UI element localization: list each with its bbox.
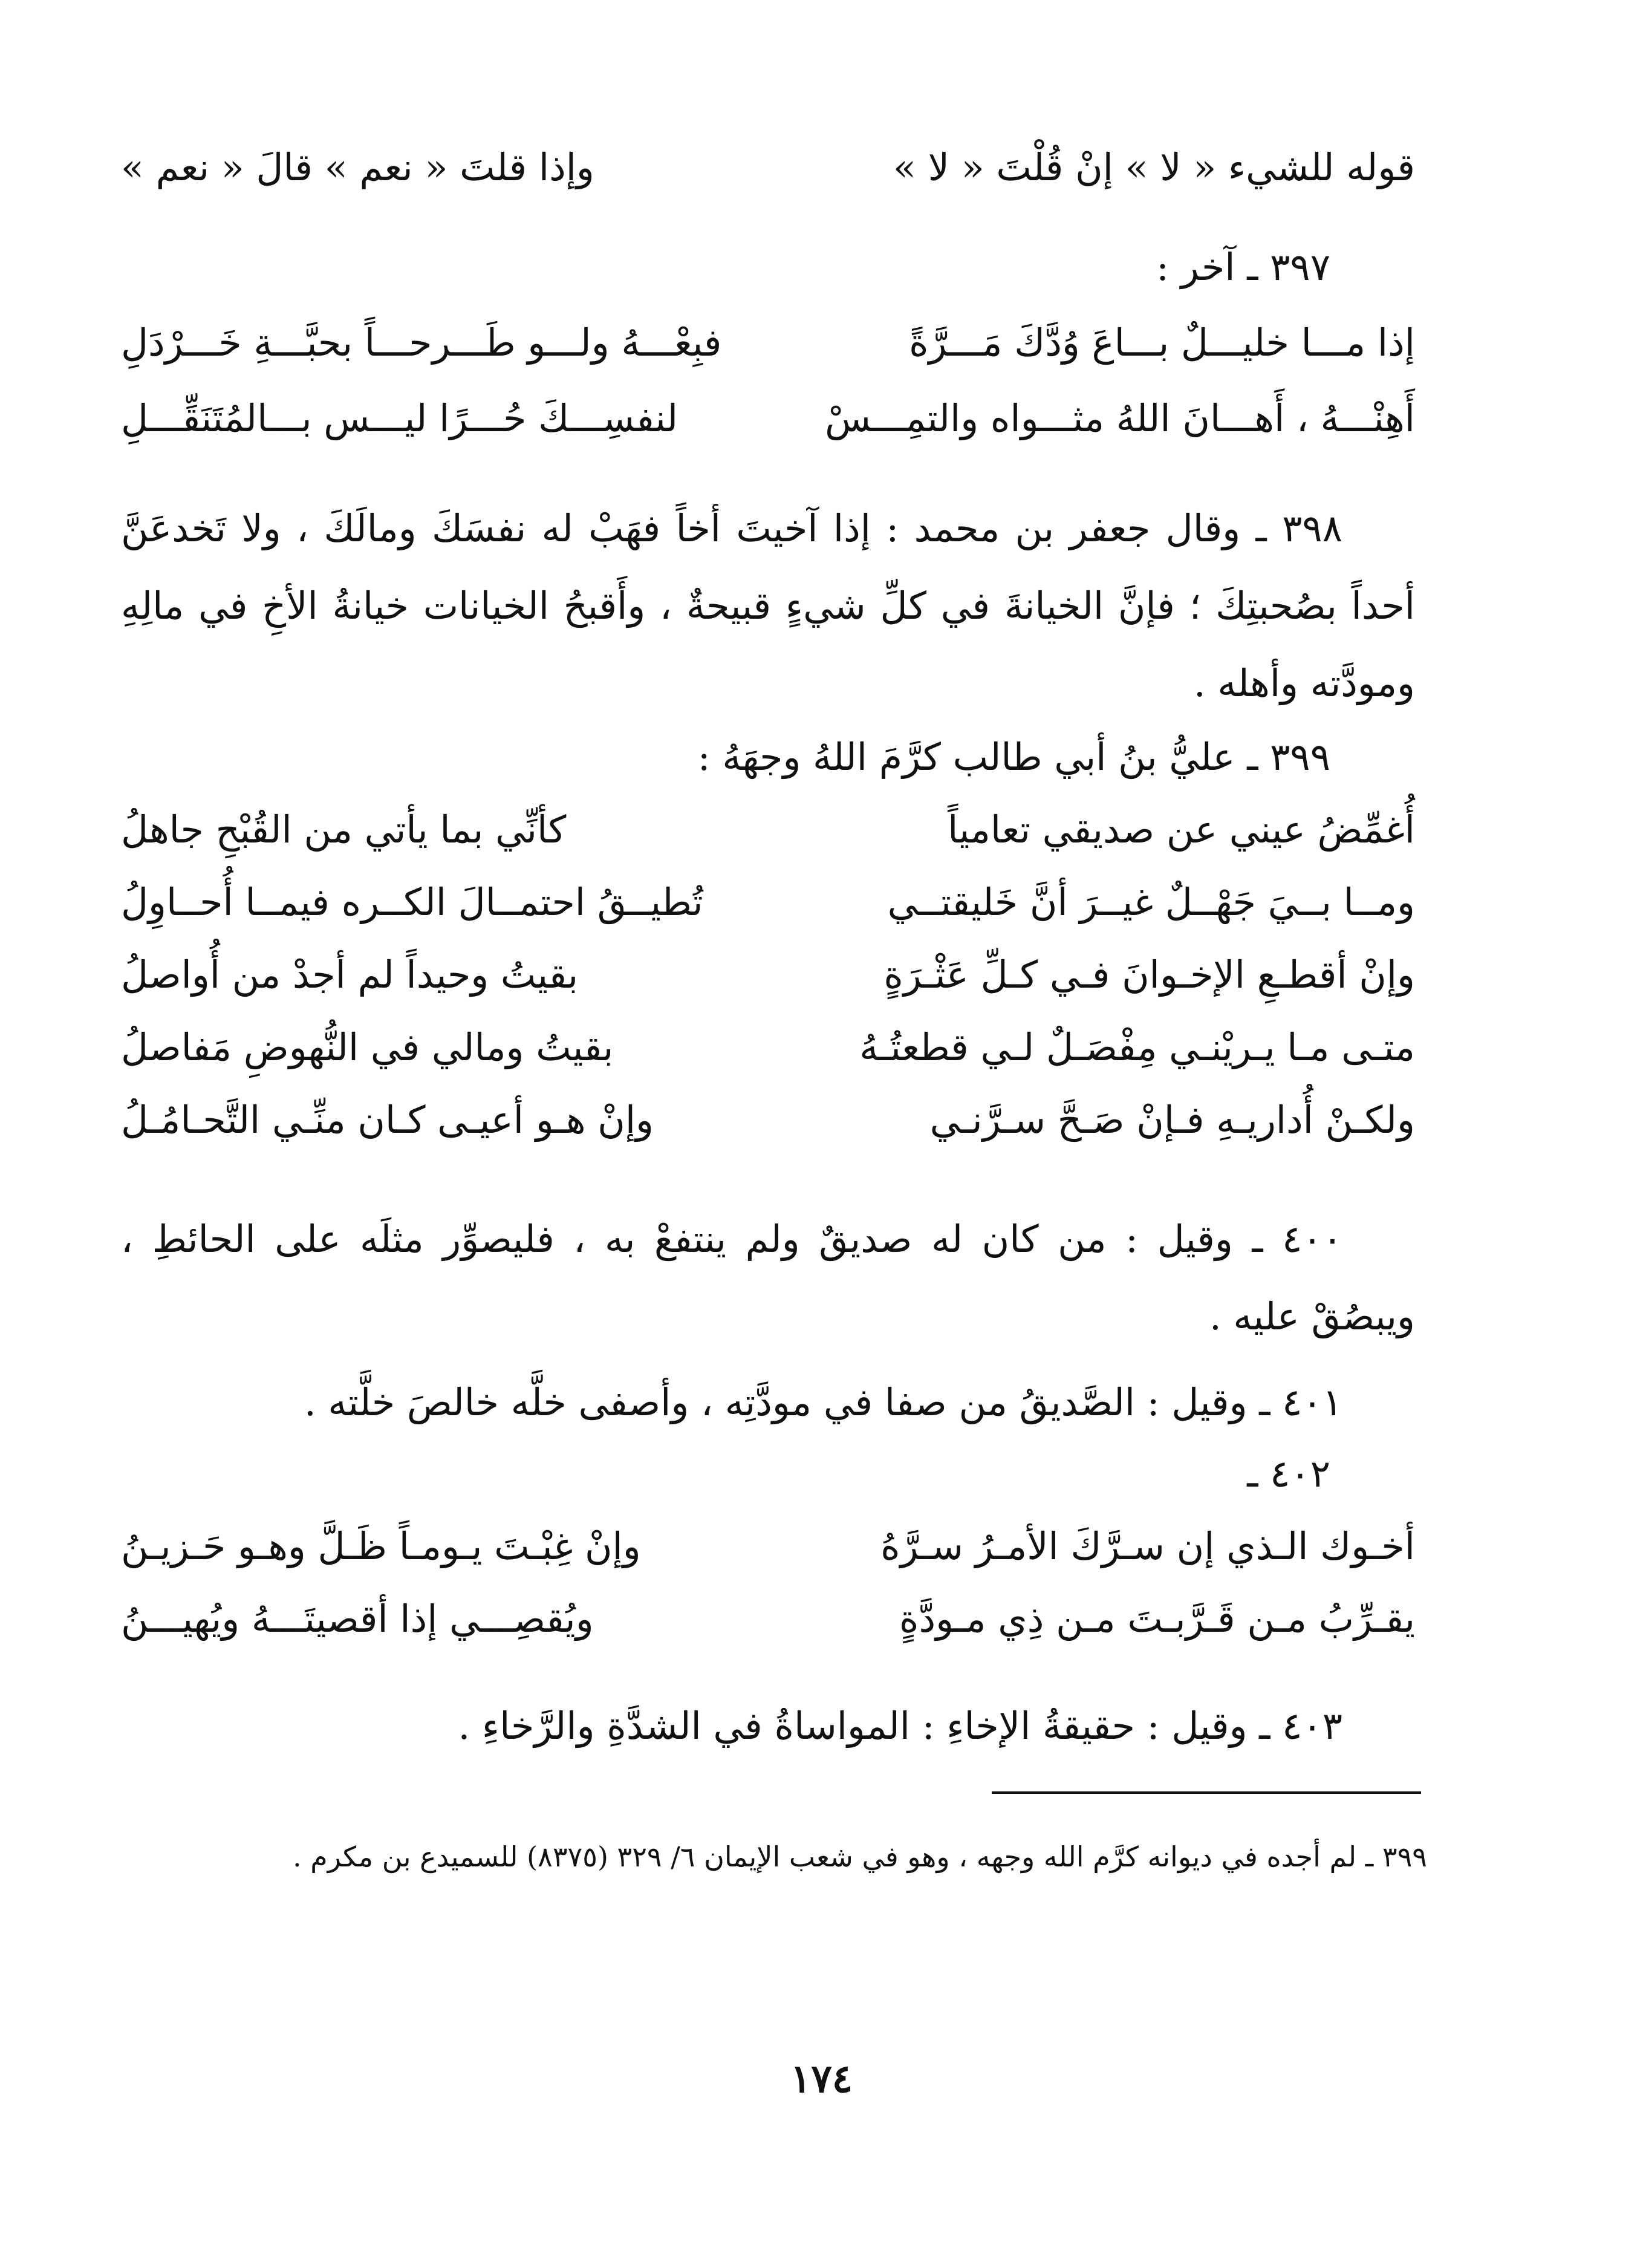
verse-hemistich: متـى مـا يـريْنـي مِفْصَـلٌ لـي قطعتُـهُ: [859, 1025, 1415, 1069]
verse-hemistich: أُغمِّضُ عيني عن صديقي تعامياً: [948, 807, 1415, 852]
verse-hemistich: وإنْ غِبْـتَ يـومـاً ظَـلَّ وهـو حَـزيـنُ: [121, 1524, 641, 1568]
verse-hemistich: وإذا قلتَ « نعم » قالَ « نعم »: [121, 145, 594, 189]
verse-line: [121, 1597, 1415, 1669]
verse-hemistich: وإنْ أقطـعِ الإخـوانَ فـي كـلِّ عَثْـرَةٍ: [883, 953, 1415, 997]
verse-line: [121, 1025, 1415, 1098]
verse-hemistich: وإنْ هـو أعيـى كـان منِّـي التَّحـامُـلُ: [121, 1098, 654, 1142]
verse-hemistich: بقيتُ وحيداً لم أجدْ من أُواصلُ: [121, 953, 579, 997]
paragraph: ٤٠١ ـ وقيل : الصَّديقُ من صفا في مودَّتِه ، وأصفى خلَّه خالصَ خلَّته .: [304, 1380, 1342, 1424]
verse-hemistich: قوله للشيء « لا » إنْ قُلْتَ « لا »: [893, 145, 1415, 189]
verse-line: [121, 145, 1415, 218]
paragraph: ٤٠٣ ـ وقيل : حقيقةُ الإخاءِ : المواساةُ في الشدَّةِ والرَّخاءِ .: [458, 1704, 1342, 1748]
footnote-divider: [992, 1791, 1421, 1794]
entry-heading: ٣٩٧ ـ آخر :: [1156, 245, 1330, 289]
verse-hemistich: ومــا بــيَ جَهْــلٌ غيــرَ أنَّ خَليقتــي: [887, 880, 1415, 924]
verse-hemistich: أَهِنْـــهُ ، أَهـــانَ اللهُ مثـــواه والتمِـــسْ: [825, 396, 1415, 440]
verse-hemistich: إذا مـــا خليـــلٌ بـــاعَ وُدَّكَ مَـــرَّةً: [909, 321, 1415, 365]
footnote: ٣٩٩ ـ لم أجده في ديوانه كرَّم الله وجهه ، وهو في شعب الإيمان ٦/ ٣٢٩ (٨٣٧٥) للسميدع بن مكرم .: [292, 1840, 1427, 1873]
verse-hemistich: تُطيــقُ احتمــالَ الكــره فيمــا أُحــاوِلُ: [121, 880, 703, 924]
entry-heading: ٣٩٩ ـ عليُّ بنُ أبي طالب كرَّمَ اللهُ وجهَهُ :: [697, 735, 1330, 779]
page-number: ١٧٤: [790, 2056, 853, 2102]
verse-line: [121, 880, 1415, 953]
verse-hemistich: ويُقصِـــي إذا أقصيتَـــهُ ويُهيـــنُ: [121, 1597, 594, 1641]
verse-hemistich: لنفسِـــكَ حُـــرًا ليـــس بـــالمُتَنَقِّـــلِ: [121, 396, 678, 440]
verse-line: [121, 953, 1415, 1025]
verse-line: [121, 321, 1415, 393]
verse-hemistich: بقيتُ ومالي في النُّهوضِ مَفاصلُ: [121, 1025, 614, 1069]
verse-hemistich: كأنِّي بما يأتي من القُبْحِ جاهلُ: [121, 807, 567, 852]
verse-line: [121, 807, 1415, 880]
verse-line: [121, 396, 1415, 469]
entry-heading: ٤٠٢ ـ: [1247, 1452, 1330, 1496]
paragraph: ٣٩٨ ـ وقال جعفر بن محمد : إذا آخيتَ أخاً فهَبْ له نفسَكَ ومالَكَ ، ولا تَخدعَنَّ أحداً بصُحبتِكَ ؛ فإنَّ الخيانةَ في كلِّ شيءٍ قبيحةٌ ، وأَقبحُ الخيانات خيانةُ الأخِ في مالِهِ ومودَّته وأهله .: [121, 506, 1415, 705]
verse-hemistich: ولكـنْ أُداريـهِ فـإنْ صَـحَّ سـرَّنـي: [929, 1098, 1415, 1142]
verse-line: [121, 1098, 1415, 1170]
verse-hemistich: أخـوك الـذي إن سـرَّكَ الأمـرُ سـرَّهُ: [880, 1524, 1415, 1568]
paragraph: ٤٠٠ ـ وقيل : من كان له صديقٌ ولم ينتفعْ به ، فليصوِّر مثلَه على الحائطِ ، ويبصُقْ عليه .: [121, 1217, 1415, 1338]
verse-hemistich: فبِعْـــهُ ولـــو طَـــرحـــاً بحبَّـــةِ خَـــرْدَلِ: [121, 321, 722, 365]
verse-line: [121, 1524, 1415, 1597]
verse-hemistich: يقـرِّبُ مـن قَـرَّبـتَ مـن ذِي مـودَّةٍ: [899, 1597, 1415, 1641]
